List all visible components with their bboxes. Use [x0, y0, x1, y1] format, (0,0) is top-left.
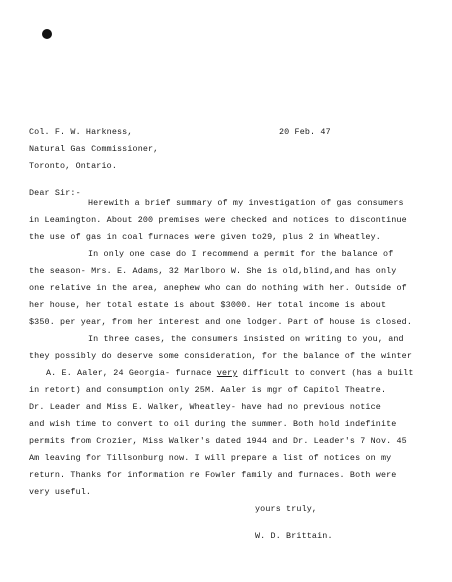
body-line: very useful.	[29, 487, 92, 497]
body-line	[46, 368, 414, 378]
closing: yours truly,	[255, 504, 318, 514]
addressee-name: Col. F. W. Harkness,	[29, 127, 133, 137]
body-line-segment: A. E. Aaler, 24 Georgia- furnace	[46, 368, 217, 378]
body-line: return. Thanks for information re Fowler family and furnaces. Both were	[29, 470, 397, 480]
body-line: Dr. Leader and Miss E. Walker, Wheatley- have had no previous notice	[29, 402, 381, 412]
salutation: Dear Sir:-	[29, 188, 81, 198]
body-line: they possibly do deserve some consideration, for the balance of the winter	[29, 351, 413, 361]
body-line: and wish time to convert to oil during the summer. Both hold indefinite	[29, 419, 397, 429]
body-line-segment: difficult to convert (has a built	[237, 368, 414, 378]
body-line: In three cases, the consumers insisted on writing to you, and	[88, 334, 404, 344]
body-line: the use of gas in coal furnaces were given to29, plus 2 in Wheatley.	[29, 232, 381, 242]
body-line: Herewith a brief summary of my investigation of gas consumers	[88, 198, 404, 208]
body-line: one relative in the area, anephew who can do nothing with her. Outside of	[29, 283, 407, 293]
addressee-city: Toronto, Ontario.	[29, 161, 117, 171]
body-line: $350. per year, from her interest and one lodger. Part of house is closed.	[29, 317, 413, 327]
underlined-word: very	[216, 368, 238, 378]
body-line: permits from Crozier, Miss Walker's dated 1944 and Dr. Leader's 7 Nov. 45	[29, 436, 407, 446]
body-line: in retort) and consumption only 25M. Aaler is mgr of Capitol Theatre.	[29, 385, 387, 395]
body-line: Am leaving for Tillsonburg now. I will prepare a list of notices on my	[29, 453, 392, 463]
body-line: the season- Mrs. E. Adams, 32 Marlboro W. She is old,blind,and has only	[29, 266, 397, 276]
addressee-title: Natural Gas Commissioner,	[29, 144, 159, 154]
punch-hole-mark	[42, 29, 52, 39]
signature-name: W. D. Brittain.	[255, 531, 333, 541]
body-line: in Leamington. About 200 premises were checked and notices to discontinue	[29, 215, 407, 225]
letter-date: 20 Feb. 47	[279, 127, 331, 137]
body-line: In only one case do I recommend a permit for the balance of	[88, 249, 394, 259]
body-line: her house, her total estate is about $3000. Her total income is about	[29, 300, 387, 310]
